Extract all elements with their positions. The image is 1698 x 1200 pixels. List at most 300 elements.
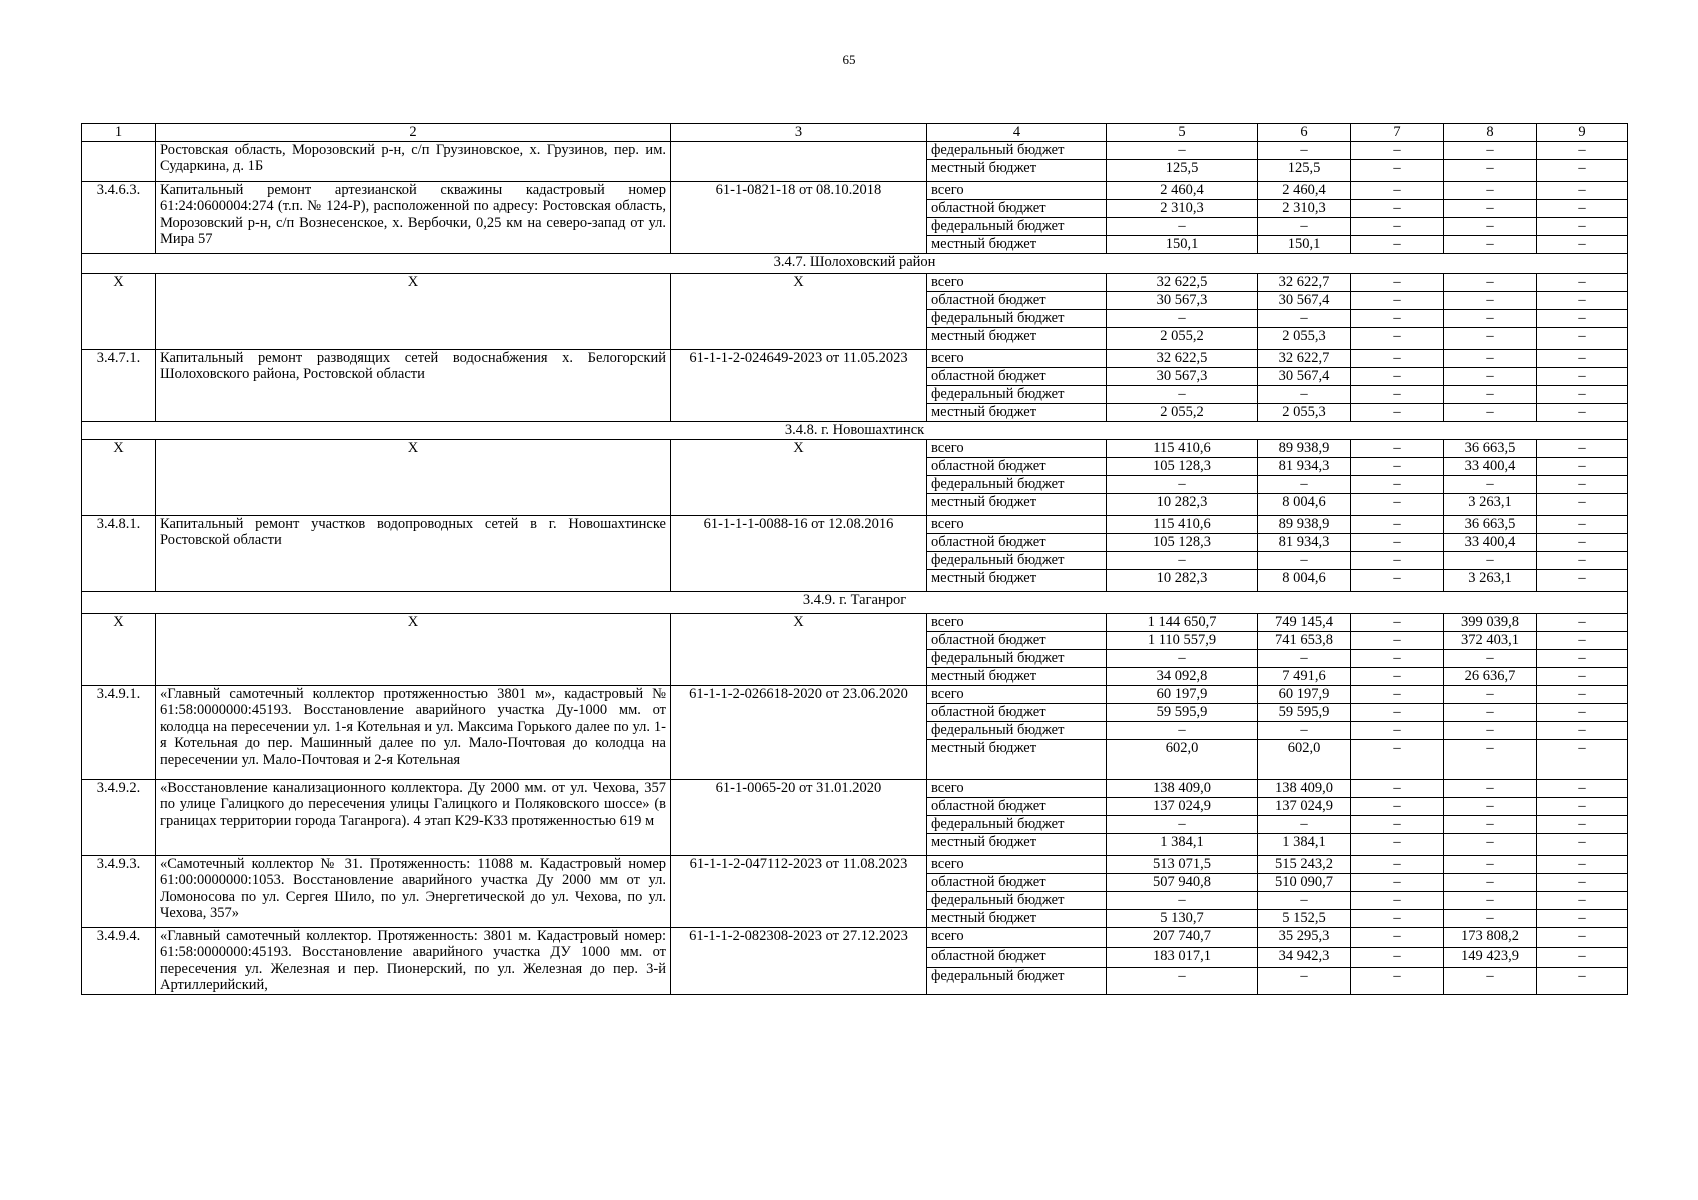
budget-value: 2 310,3 (1107, 199, 1258, 217)
budget-value: – (1444, 891, 1537, 909)
budget-value: – (1444, 181, 1537, 199)
budget-value: – (1351, 515, 1444, 533)
budget-value: 7 491,6 (1258, 667, 1351, 685)
budget-source-label: местный бюджет (927, 235, 1107, 253)
budget-source-label: областной бюджет (927, 291, 1107, 309)
item-name: Х (156, 439, 671, 515)
budget-value: 183 017,1 (1107, 947, 1258, 967)
budget-value: – (1537, 967, 1628, 994)
budget-value: 32 622,7 (1258, 273, 1351, 291)
column-header: 8 (1444, 124, 1537, 142)
budget-value: 10 282,3 (1107, 493, 1258, 515)
budget-value: – (1351, 199, 1444, 217)
budget-value: – (1444, 855, 1537, 873)
budget-value: 59 595,9 (1107, 703, 1258, 721)
budget-value: 81 934,3 (1258, 533, 1351, 551)
budget-value: – (1537, 367, 1628, 385)
budget-value: – (1351, 181, 1444, 199)
budget-value: – (1258, 649, 1351, 667)
budget-source-label: местный бюджет (927, 667, 1107, 685)
budget-value: – (1537, 515, 1628, 533)
budget-value: – (1537, 891, 1628, 909)
budget-value: – (1258, 217, 1351, 235)
budget-value: 36 663,5 (1444, 439, 1537, 457)
budget-value: 749 145,4 (1258, 613, 1351, 631)
budget-source-label: местный бюджет (927, 327, 1107, 349)
column-header: 6 (1258, 124, 1351, 142)
budget-value: – (1351, 947, 1444, 967)
budget-value: 33 400,4 (1444, 457, 1537, 475)
budget-value: – (1351, 815, 1444, 833)
budget-source-label: всего (927, 779, 1107, 797)
budget-value: – (1537, 833, 1628, 855)
budget-value: 2 310,3 (1258, 199, 1351, 217)
budget-value: – (1351, 217, 1444, 235)
budget-value: – (1351, 797, 1444, 815)
budget-value: 2 055,2 (1107, 403, 1258, 421)
column-header: 1 (82, 124, 156, 142)
budget-source-label: областной бюджет (927, 533, 1107, 551)
budget-value: – (1444, 235, 1537, 253)
budget-value: 1 110 557,9 (1107, 631, 1258, 649)
document-ref: Х (671, 273, 927, 349)
budget-source-label: местный бюджет (927, 569, 1107, 591)
budget-source-label: федеральный бюджет (927, 891, 1107, 909)
budget-value: – (1351, 291, 1444, 309)
section-row (82, 421, 1628, 439)
column-header: 9 (1537, 124, 1628, 142)
budget-source-label: всего (927, 439, 1107, 457)
budget-value: 513 071,5 (1107, 855, 1258, 873)
budget-value: – (1537, 439, 1628, 457)
budget-value: 60 197,9 (1258, 685, 1351, 703)
budget-value: – (1258, 385, 1351, 403)
budget-value: – (1537, 855, 1628, 873)
item-number: 3.4.9.4. (82, 927, 156, 994)
budget-source-label: областной бюджет (927, 631, 1107, 649)
budget-value: – (1537, 721, 1628, 739)
budget-value: 34 942,3 (1258, 947, 1351, 967)
budget-value: 30 567,4 (1258, 291, 1351, 309)
budget-value: 741 653,8 (1258, 631, 1351, 649)
budget-value: – (1537, 199, 1628, 217)
budget-value: 33 400,4 (1444, 533, 1537, 551)
budget-value: 207 740,7 (1107, 927, 1258, 947)
budget-source-label: федеральный бюджет (927, 217, 1107, 235)
budget-value: – (1444, 909, 1537, 927)
document-ref: 61-1-1-2-024649-2023 от 11.05.2023 (671, 349, 927, 421)
budget-value: – (1351, 873, 1444, 891)
document-ref: 61-1-1-2-026618-2020 от 23.06.2020 (671, 685, 927, 779)
budget-value: – (1444, 291, 1537, 309)
table-row (82, 515, 1628, 533)
budget-source-label: федеральный бюджет (927, 309, 1107, 327)
item-number: 3.4.8.1. (82, 515, 156, 591)
budget-value: – (1537, 403, 1628, 421)
budget-value: 89 938,9 (1258, 439, 1351, 457)
budget-value: 30 567,3 (1107, 367, 1258, 385)
budget-value: – (1351, 273, 1444, 291)
budget-value: – (1444, 403, 1537, 421)
budget-value: 34 092,8 (1107, 667, 1258, 685)
budget-source-label: всего (927, 349, 1107, 367)
budget-source-label: областной бюджет (927, 457, 1107, 475)
budget-value: – (1444, 739, 1537, 779)
budget-value: – (1351, 685, 1444, 703)
budget-value: – (1351, 739, 1444, 779)
budget-value: – (1537, 493, 1628, 515)
budget-value: – (1107, 721, 1258, 739)
budget-value: 59 595,9 (1258, 703, 1351, 721)
item-number: Х (82, 273, 156, 349)
item-number: 3.4.9.1. (82, 685, 156, 779)
item-name: «Восстановление канализационного коллектора. Ду 2000 мм. от ул. Чехова, 357 по улице Галицкого до пересечения улицы Галицкого и Поляковского шоссе» (в границах территории города Таганрога). 4 этап К29-К33 протяженностью 619 м (156, 779, 671, 855)
budget-value: – (1258, 891, 1351, 909)
budget-source-label: всего (927, 273, 1107, 291)
budget-value: – (1537, 631, 1628, 649)
column-header: 3 (671, 124, 927, 142)
document-ref (671, 141, 927, 181)
budget-source-label: федеральный бюджет (927, 721, 1107, 739)
budget-value: – (1351, 721, 1444, 739)
item-number: 3.4.7.1. (82, 349, 156, 421)
budget-value: – (1537, 533, 1628, 551)
budget-value: – (1444, 967, 1537, 994)
budget-value: 602,0 (1258, 739, 1351, 779)
section-row (82, 591, 1628, 613)
budget-value: 137 024,9 (1258, 797, 1351, 815)
budget-value: – (1537, 273, 1628, 291)
budget-value: – (1444, 649, 1537, 667)
budget-value: – (1351, 385, 1444, 403)
item-name: «Главный самотечный коллектор. Протяженность: 3801 м. Кадастровый номер: 61:58:0000000:45193. Восстановление аварийного участка ДУ 1000 мм. от пересечения ул. Железная и пер. Пионерский, по ул. Железная до пер. 3-й Артиллерийский, (156, 927, 671, 994)
budget-source-label: областной бюджет (927, 797, 1107, 815)
budget-source-label: федеральный бюджет (927, 815, 1107, 833)
budget-value: – (1351, 569, 1444, 591)
budget-value: – (1537, 569, 1628, 591)
budget-value: 137 024,9 (1107, 797, 1258, 815)
item-number: Х (82, 439, 156, 515)
budget-source-label: всего (927, 515, 1107, 533)
column-header: 5 (1107, 124, 1258, 142)
budget-value: – (1537, 235, 1628, 253)
budget-value: 125,5 (1258, 159, 1351, 181)
item-name: Х (156, 613, 671, 685)
budget-value: – (1351, 475, 1444, 493)
budget-value: – (1258, 309, 1351, 327)
budget-value: 1 384,1 (1107, 833, 1258, 855)
budget-value: – (1537, 649, 1628, 667)
section-title: 3.4.8. г. Новошахтинск (82, 421, 1628, 439)
budget-value: – (1351, 703, 1444, 721)
item-name: «Самотечный коллектор № 31. Протяженность: 11088 м. Кадастровый номер 61:00:0000000:1053. Восстановление аварийного участка Ду 2000 мм от ул. Ломоносова по ул. Сергея Шило, по ул. Энергетической до ул. Чехова, по ул. Чехова, 357» (156, 855, 671, 927)
table-row (82, 855, 1628, 873)
budget-value: – (1444, 833, 1537, 855)
budget-source-label: областной бюджет (927, 367, 1107, 385)
budget-value: – (1107, 385, 1258, 403)
budget-value: – (1444, 217, 1537, 235)
budget-value: – (1537, 703, 1628, 721)
budget-value: – (1107, 551, 1258, 569)
item-name: «Главный самотечный коллектор протяженностью 3801 м», кадастровый № 61:58:0000000:45193. Восстановление аварийного участка Ду-1000 мм. от колодца на пересечении ул. 1-я Котельная и ул. Максима Горького далее по ул. 1-я Котельная до пер. Машинный далее по ул. Мало-Почтовая до колодца на пересечении ул. Мало-Почтовая и 2-я Котельная (156, 685, 671, 779)
budget-value: – (1537, 349, 1628, 367)
budget-value: – (1537, 475, 1628, 493)
budget-value: – (1351, 349, 1444, 367)
budget-value: – (1537, 309, 1628, 327)
document-ref: 61-1-1-2-082308-2023 от 27.12.2023 (671, 927, 927, 994)
budget-value: 8 004,6 (1258, 493, 1351, 515)
budget-value: – (1258, 141, 1351, 159)
budget-value: – (1107, 475, 1258, 493)
document-ref: 61-1-1-2-047112-2023 от 11.08.2023 (671, 855, 927, 927)
budget-value: – (1351, 403, 1444, 421)
budget-value: 105 128,3 (1107, 533, 1258, 551)
table-row (82, 779, 1628, 797)
budget-value: – (1537, 685, 1628, 703)
budget-value: 125,5 (1107, 159, 1258, 181)
budget-value: – (1444, 797, 1537, 815)
budget-source-label: всего (927, 855, 1107, 873)
item-name: Капитальный ремонт разводящих сетей водоснабжения х. Белогорский Шолоховского района, Ростовской области (156, 349, 671, 421)
budget-value: – (1537, 779, 1628, 797)
budget-value: – (1107, 649, 1258, 667)
budget-source-label: областной бюджет (927, 947, 1107, 967)
budget-value: – (1444, 349, 1537, 367)
budget-value: – (1444, 703, 1537, 721)
budget-source-label: областной бюджет (927, 703, 1107, 721)
budget-value: 510 090,7 (1258, 873, 1351, 891)
budget-source-label: местный бюджет (927, 909, 1107, 927)
budget-source-label: местный бюджет (927, 833, 1107, 855)
budget-source-label: всего (927, 685, 1107, 703)
budget-source-label: федеральный бюджет (927, 967, 1107, 994)
table-row (82, 613, 1628, 631)
table-row (82, 685, 1628, 703)
budget-source-label: федеральный бюджет (927, 551, 1107, 569)
document-ref: 61-1-0065-20 от 31.01.2020 (671, 779, 927, 855)
budget-value: – (1444, 551, 1537, 569)
budget-value: 32 622,7 (1258, 349, 1351, 367)
budget-value: – (1537, 327, 1628, 349)
budget-value: – (1351, 533, 1444, 551)
budget-value: – (1351, 613, 1444, 631)
budget-value: 3 263,1 (1444, 493, 1537, 515)
budget-value: 173 808,2 (1444, 927, 1537, 947)
budget-value: 5 130,7 (1107, 909, 1258, 927)
budget-value: 2 460,4 (1258, 181, 1351, 199)
document-ref: 61-1-0821-18 от 08.10.2018 (671, 181, 927, 253)
budget-value: 372 403,1 (1444, 631, 1537, 649)
budget-source-label: областной бюджет (927, 199, 1107, 217)
budget-value: 150,1 (1107, 235, 1258, 253)
budget-value: – (1444, 873, 1537, 891)
item-number: Х (82, 613, 156, 685)
column-header: 4 (927, 124, 1107, 142)
column-header: 2 (156, 124, 671, 142)
budget-source-label: федеральный бюджет (927, 475, 1107, 493)
budget-value: – (1444, 475, 1537, 493)
budget-value: – (1258, 551, 1351, 569)
budget-value: – (1444, 141, 1537, 159)
budget-source-label: областной бюджет (927, 873, 1107, 891)
budget-value: – (1444, 721, 1537, 739)
table-row (82, 927, 1628, 947)
budget-value: – (1537, 291, 1628, 309)
budget-source-label: местный бюджет (927, 739, 1107, 779)
budget-value: – (1351, 159, 1444, 181)
budget-value: – (1537, 815, 1628, 833)
budget-table (81, 123, 1628, 995)
budget-value: 3 263,1 (1444, 569, 1537, 591)
budget-value: 138 409,0 (1107, 779, 1258, 797)
budget-value: 36 663,5 (1444, 515, 1537, 533)
document-ref: 61-1-1-1-0088-16 от 12.08.2016 (671, 515, 927, 591)
budget-value: – (1107, 217, 1258, 235)
budget-value: – (1351, 631, 1444, 649)
budget-value: – (1537, 613, 1628, 631)
budget-value: 115 410,6 (1107, 515, 1258, 533)
budget-value: 515 243,2 (1258, 855, 1351, 873)
section-title: 3.4.7. Шолоховский район (82, 253, 1628, 273)
budget-value: – (1351, 649, 1444, 667)
budget-value: – (1351, 909, 1444, 927)
budget-value: – (1107, 309, 1258, 327)
budget-value: 30 567,3 (1107, 291, 1258, 309)
budget-value: 5 152,5 (1258, 909, 1351, 927)
table-row (82, 349, 1628, 367)
budget-value: – (1351, 927, 1444, 947)
budget-value: – (1351, 667, 1444, 685)
item-name: Ростовская область, Морозовский р-н, с/п Грузиновское, х. Грузинов, пер. им. Сударкина, д. 1Б (156, 141, 671, 181)
budget-value: – (1537, 909, 1628, 927)
budget-value: – (1258, 475, 1351, 493)
budget-value: – (1258, 815, 1351, 833)
page-number: 65 (842, 52, 856, 67)
item-number (82, 141, 156, 181)
column-header: 7 (1351, 124, 1444, 142)
budget-value: – (1537, 551, 1628, 569)
budget-value: – (1351, 309, 1444, 327)
budget-value: 10 282,3 (1107, 569, 1258, 591)
item-number: 3.4.6.3. (82, 181, 156, 253)
table-row (82, 273, 1628, 291)
budget-value: 32 622,5 (1107, 273, 1258, 291)
budget-source-label: федеральный бюджет (927, 141, 1107, 159)
budget-value: – (1107, 967, 1258, 994)
budget-value: – (1537, 159, 1628, 181)
budget-value: 8 004,6 (1258, 569, 1351, 591)
budget-value: – (1537, 181, 1628, 199)
item-number: 3.4.9.3. (82, 855, 156, 927)
budget-value: 30 567,4 (1258, 367, 1351, 385)
column-header-row (82, 124, 1628, 142)
budget-value: 26 636,7 (1444, 667, 1537, 685)
item-name: Х (156, 273, 671, 349)
budget-value: – (1107, 815, 1258, 833)
budget-source-label: всего (927, 927, 1107, 947)
budget-value: – (1537, 217, 1628, 235)
budget-value: – (1537, 797, 1628, 815)
budget-value: – (1351, 833, 1444, 855)
budget-value: – (1351, 457, 1444, 475)
budget-value: – (1537, 947, 1628, 967)
budget-value: 105 128,3 (1107, 457, 1258, 475)
budget-value: – (1537, 457, 1628, 475)
budget-value: 507 940,8 (1107, 873, 1258, 891)
budget-value: 2 055,2 (1107, 327, 1258, 349)
budget-value: 2 055,3 (1258, 403, 1351, 421)
budget-value: – (1444, 159, 1537, 181)
budget-value: – (1444, 815, 1537, 833)
budget-value: 89 938,9 (1258, 515, 1351, 533)
budget-value: 35 295,3 (1258, 927, 1351, 947)
budget-value: – (1258, 967, 1351, 994)
budget-value: – (1351, 367, 1444, 385)
section-title: 3.4.9. г. Таганрог (82, 591, 1628, 613)
budget-value: – (1351, 235, 1444, 253)
budget-value: – (1351, 779, 1444, 797)
budget-value: 2 055,3 (1258, 327, 1351, 349)
budget-value: 602,0 (1107, 739, 1258, 779)
budget-value: 81 934,3 (1258, 457, 1351, 475)
budget-source-label: федеральный бюджет (927, 385, 1107, 403)
budget-value: 149 423,9 (1444, 947, 1537, 967)
budget-value: – (1444, 327, 1537, 349)
budget-value: – (1444, 309, 1537, 327)
budget-value: – (1444, 779, 1537, 797)
budget-value: 138 409,0 (1258, 779, 1351, 797)
document-ref: Х (671, 439, 927, 515)
budget-value: – (1444, 685, 1537, 703)
budget-value: – (1537, 667, 1628, 685)
budget-value: 32 622,5 (1107, 349, 1258, 367)
budget-source-label: федеральный бюджет (927, 649, 1107, 667)
budget-value: 150,1 (1258, 235, 1351, 253)
table-row (82, 181, 1628, 199)
item-name: Капитальный ремонт артезианской скважины кадастровый номер 61:24:0600004:274 (т.п. № 124-Р), расположенной по адресу: Ростовская область, Морозовский р-н, с/п Вознесенское, х. Вербочки, 0,25 км на северо-запад от ул. Мира 57 (156, 181, 671, 253)
budget-value: – (1537, 873, 1628, 891)
budget-value: – (1351, 967, 1444, 994)
budget-value: – (1537, 385, 1628, 403)
item-number: 3.4.9.2. (82, 779, 156, 855)
budget-value: – (1444, 367, 1537, 385)
budget-source-label: всего (927, 181, 1107, 199)
budget-value: 399 039,8 (1444, 613, 1537, 631)
budget-value: – (1537, 141, 1628, 159)
document-ref: Х (671, 613, 927, 685)
budget-value: – (1258, 721, 1351, 739)
budget-value: – (1351, 327, 1444, 349)
budget-value: – (1351, 551, 1444, 569)
budget-value: – (1537, 927, 1628, 947)
budget-value: 1 144 650,7 (1107, 613, 1258, 631)
budget-source-label: всего (927, 613, 1107, 631)
budget-value: 60 197,9 (1107, 685, 1258, 703)
budget-value: – (1351, 141, 1444, 159)
budget-value: – (1537, 739, 1628, 779)
budget-source-label: местный бюджет (927, 403, 1107, 421)
budget-value: – (1351, 855, 1444, 873)
budget-source-label: местный бюджет (927, 159, 1107, 181)
budget-value: – (1351, 891, 1444, 909)
budget-value: – (1107, 891, 1258, 909)
item-name: Капитальный ремонт участков водопроводных сетей в г. Новошахтинске Ростовской области (156, 515, 671, 591)
budget-source-label: местный бюджет (927, 493, 1107, 515)
budget-value: – (1351, 439, 1444, 457)
budget-value: – (1444, 385, 1537, 403)
budget-value: 115 410,6 (1107, 439, 1258, 457)
section-row (82, 253, 1628, 273)
